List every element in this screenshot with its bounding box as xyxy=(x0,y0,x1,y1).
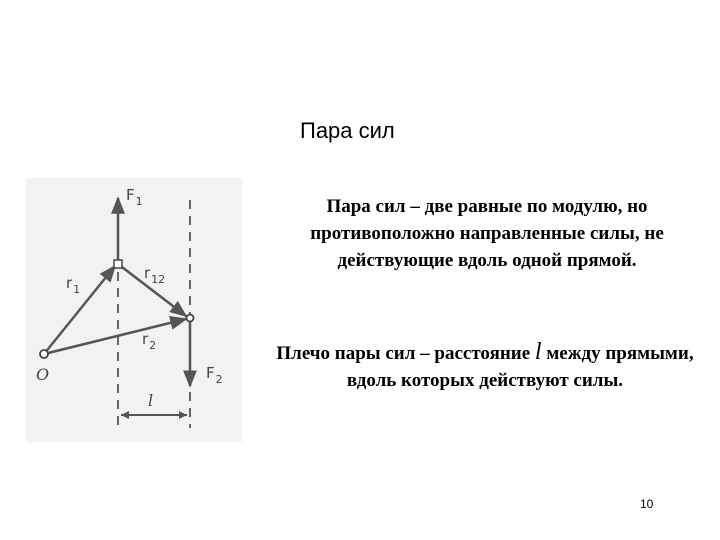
arm-definition-text xyxy=(270,339,700,394)
application-point-1 xyxy=(114,260,122,268)
arm-text-end: между прямыми, вдоль которых действуют силы. xyxy=(346,343,694,391)
application-point-2 xyxy=(187,315,194,322)
label-origin: O xyxy=(36,365,50,384)
arm-symbol: l xyxy=(534,339,542,365)
force-couple-diagram xyxy=(26,178,242,442)
slide-title: Пара сил xyxy=(300,118,395,143)
label-r1: $r_1$ xyxy=(66,274,81,296)
label-arm: l xyxy=(148,391,154,410)
vector-r12 xyxy=(118,264,186,316)
page-number: 10 xyxy=(640,497,654,511)
diagram-svg xyxy=(26,178,242,442)
label-f1: $F_1$ xyxy=(126,186,143,208)
definition-text: Пара сил – две равные по модулю, но противоположно направленные силы, не действующие вдоль одной прямой. xyxy=(310,196,664,271)
vector-r1 xyxy=(44,266,115,354)
label-r2: $r_2$ xyxy=(142,330,157,352)
label-f2: $F_2$ xyxy=(206,364,223,386)
vector-r2 xyxy=(44,319,186,354)
label-r12: $r_{12}$ xyxy=(144,264,166,286)
arm-text-start: Плечо пары сил – расстояние xyxy=(276,343,535,364)
origin-point xyxy=(40,350,48,358)
